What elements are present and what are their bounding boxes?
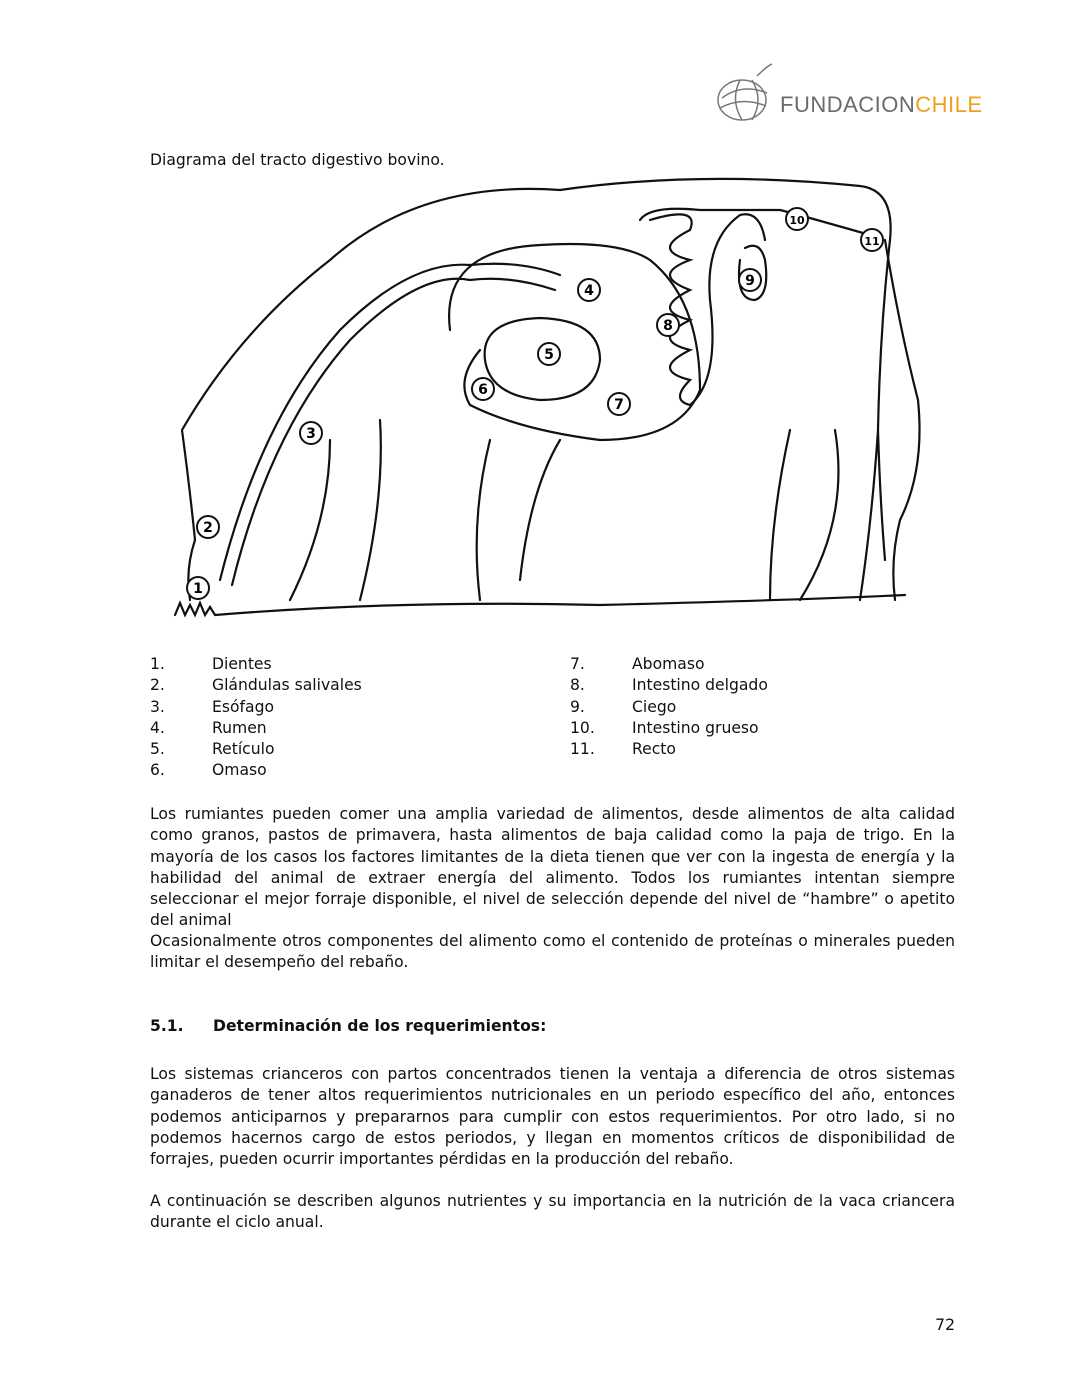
legend-label: Omaso xyxy=(212,761,267,780)
marker-10 xyxy=(786,208,808,230)
legend-number: 9. xyxy=(570,697,585,716)
marker-6 xyxy=(472,378,494,400)
legend-label: Dientes xyxy=(212,655,272,673)
tail xyxy=(885,240,920,600)
marker-3 xyxy=(300,422,322,444)
logo-text-chile: CHILE xyxy=(915,92,983,117)
legend-label: Esófago xyxy=(212,697,275,716)
page-number: 72 xyxy=(935,1316,955,1334)
marker-8 xyxy=(657,314,679,336)
svg-text:7: 7 xyxy=(614,397,624,413)
figure-caption: Diagrama del tracto digestivo bovino. xyxy=(150,151,445,169)
legend-label: Intestino grueso xyxy=(632,718,759,737)
svg-text:3: 3 xyxy=(306,426,316,442)
legend-label: Recto xyxy=(632,740,676,759)
svg-text:2: 2 xyxy=(203,520,213,536)
legend-number: 5. xyxy=(150,740,165,759)
legend-label: Ciego xyxy=(632,697,677,716)
svg-text:6: 6 xyxy=(478,382,488,398)
marker-7 xyxy=(608,393,630,415)
legend-number: 10. xyxy=(570,718,595,737)
legend-number: 8. xyxy=(570,676,585,695)
legend-number: 6. xyxy=(150,761,165,780)
paragraph-sistemas: Los sistemas crianceros con partos concentrados tienen la ventaja a diferencia de otros sistemas ganaderos de tener altos requerimientos nutricionales en un periodo específico del año, entonces podemos anticiparnos y prepararnos para cumplir con estos requerimientos. Por otro lado, si no podemos hacernos cargo de estos periodos, y llegan en momentos críticos de disponibilidad de forrajes, pueden ocurrir importantes pérdidas en la producción del rebaño. xyxy=(150,1065,955,1169)
svg-text:4: 4 xyxy=(584,283,594,299)
marker-9 xyxy=(739,269,761,291)
marker-2 xyxy=(197,516,219,538)
marker-11 xyxy=(861,229,883,251)
section-title: Determinación de los requerimientos: xyxy=(213,1017,547,1035)
large-intestine xyxy=(640,209,870,235)
legend-number: 3. xyxy=(150,697,165,716)
legend-number: 2. xyxy=(150,676,165,695)
legend-number: 4. xyxy=(150,718,165,737)
marker-4 xyxy=(578,279,600,301)
legend-label: Glándulas salivales xyxy=(212,676,362,695)
logo-text-fundacion: FUNDACION xyxy=(780,92,916,117)
legend-label: Abomaso xyxy=(632,655,705,673)
diagram-markers xyxy=(187,208,883,599)
section-heading xyxy=(150,1017,546,1035)
marker-1 xyxy=(187,577,209,599)
legend-number: 11. xyxy=(570,740,595,759)
cow-outline xyxy=(182,179,891,600)
small-intestine xyxy=(650,214,765,405)
svg-text:9: 9 xyxy=(745,273,755,289)
legend-number: 1. xyxy=(150,655,165,673)
legend-left xyxy=(150,654,362,782)
legend-number: 7. xyxy=(570,655,585,673)
legend-label: Rumen xyxy=(212,718,267,737)
svg-text:1: 1 xyxy=(193,581,203,597)
marker-5 xyxy=(538,343,560,365)
svg-text:5: 5 xyxy=(544,347,554,363)
legend-label: Retículo xyxy=(212,740,275,759)
legend-right xyxy=(570,654,768,760)
section-number: 5.1. xyxy=(150,1017,184,1035)
svg-text:11: 11 xyxy=(864,235,880,248)
paragraph-ocasionalmente: Ocasionalmente otros componentes del alimento como el contenido de proteínas o minerales pueden limitar el desempeño del rebaño. xyxy=(150,932,955,972)
paragraph-rumiantes: Los rumiantes pueden comer una amplia variedad de alimentos, desde alimentos de alta calidad como granos, pastos de primavera, hasta alimentos de baja calidad como la paja de trigo. En la mayoría de los casos los factores limitantes de la dieta tienen que ver con la ingesta de energía y la habilidad del animal de extraer energía del alimento. Todos los rumiantes intentan siempre seleccionar el mejor forraje disponible, el nivel de selección depende del nivel de “hambre” o apetito del animal xyxy=(150,805,955,930)
paragraph-continuacion: A continuación se describen algunos nutrientes y su importancia en la nutrición de la vaca criancera durante el ciclo anual. xyxy=(150,1192,955,1232)
svg-text:8: 8 xyxy=(663,318,673,334)
grass xyxy=(175,595,905,615)
legend-label: Intestino delgado xyxy=(632,676,768,695)
svg-text:10: 10 xyxy=(789,214,805,227)
